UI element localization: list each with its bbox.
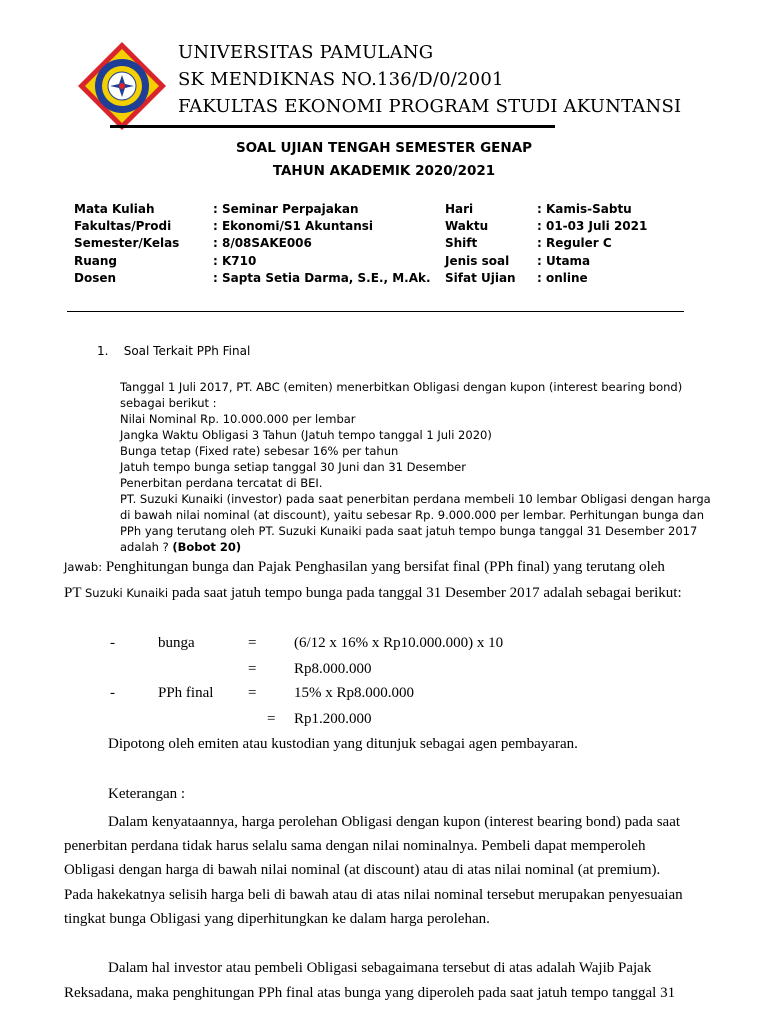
company-name: Suzuki Kunaiki — [84, 586, 169, 600]
info-label: Shift — [445, 236, 478, 250]
info-value: : Sapta Setia Darma, S.E., M.Ak. — [213, 271, 431, 285]
paragraph-line: Dalam kenyataannya, harga perolehan Obligasi dengan kupon (interest bearing bond) pada saat — [108, 814, 681, 830]
info-label: Fakultas/Prodi — [74, 219, 172, 233]
question-line: di bawah nilai nominal (at discount), yaitu sebesar Rp. 9.000.000 per lembar. Perhitungan bunga dan — [120, 508, 705, 522]
withholding-note: Dipotong oleh emiten atau kustodian yang ditunjuk sebagai agen pembayaran. — [108, 736, 578, 752]
question-line: Jatuh tempo bunga setiap tanggal 30 Juni dan 31 Desember — [120, 460, 466, 474]
info-label: Hari — [445, 202, 474, 216]
question-line: sebagai berikut : — [120, 396, 217, 410]
info-label: Mata Kuliah — [74, 202, 155, 216]
question-line — [120, 539, 241, 555]
info-label: Jenis soal — [445, 254, 510, 268]
calc-dash: - — [110, 635, 115, 651]
question-line: Bunga tetap (Fixed rate) sebesar 16% per tahun — [120, 444, 399, 458]
question-line: Nilai Nominal Rp. 10.000.000 per lembar — [120, 412, 356, 426]
decree-number: SK MENDIKNAS NO.136/D/0/2001 — [178, 69, 504, 90]
answer-intro-suffix: pada saat jatuh tempo bunga pada tanggal 31 Desember 2017 adalah sebagai berikut: — [168, 585, 682, 601]
info-value: : Kamis-Sabtu — [537, 202, 632, 216]
info-value: : Seminar Perpajakan — [213, 202, 359, 216]
question-title: Soal Terkait PPh Final — [123, 344, 251, 358]
info-label: Ruang — [74, 254, 118, 268]
calc-expression: (6/12 x 16% x Rp10.000.000) x 10 — [294, 635, 504, 651]
question-weight: (Bobot 20) — [172, 540, 242, 554]
calc-dash: - — [110, 685, 115, 701]
info-value: : 8/08SAKE006 — [213, 236, 312, 250]
question-line: Tanggal 1 Juli 2017, PT. ABC (emiten) menerbitkan Obligasi dengan kupon (interest bearing bond) — [120, 380, 683, 394]
paragraph-line: Dalam hal investor atau pembeli Obligasi sebagaimana tersebut di atas adalah Wajib Pajak — [108, 960, 652, 976]
paragraph-line: Reksadana, maka penghitungan PPh final atas bunga yang diperoleh pada saat jatuh tempo tanggal 31 — [64, 985, 676, 1001]
info-label: Semester/Kelas — [74, 236, 180, 250]
answer-intro-text: Penghitungan bunga dan Pajak Penghasilan yang bersifat final (PPh final) yang terutang oleh — [105, 559, 665, 575]
faculty-name: FAKULTAS EKONOMI PROGRAM STUDI AKUNTANSI — [178, 96, 682, 117]
info-value: : online — [537, 271, 588, 285]
paragraph-line: penerbitan perdana tidak harus selalu sama dengan nilai nominalnya. Pembeli dapat memperoleh — [64, 838, 646, 854]
calc-expression: 15% x Rp8.000.000 — [294, 685, 414, 701]
paragraph-line: Pada hakekatnya selisih harga beli di bawah atau di atas nilai nominal tersebut merupakan penyesuaian — [64, 887, 683, 903]
question-line: PT. Suzuki Kunaiki (investor) pada saat penerbitan perdana membeli 10 lembar Obligasi dengan harga — [120, 492, 711, 506]
question-line: PPh yang terutang oleh PT. Suzuki Kunaiki pada saat jatuh tempo bunga tanggal 31 Desember 2017 — [120, 524, 698, 538]
question-line: Jangka Waktu Obligasi 3 Tahun (Jatuh tempo tanggal 1 Juli 2020) — [120, 428, 492, 442]
info-value: : K710 — [213, 254, 257, 268]
calc-equals: = — [248, 635, 257, 651]
info-divider — [67, 311, 684, 312]
paragraph-line: Obligasi dengan harga di bawah nilai nominal (at discount) atau di atas nilai nominal (at premium). — [64, 862, 661, 878]
answer-intro-line1 — [64, 559, 665, 576]
question-number: 1. — [97, 344, 109, 358]
info-value: : Ekonomi/S1 Akuntansi — [213, 219, 374, 233]
answer-intro-prefix: PT — [64, 585, 85, 601]
university-name: UNIVERSITAS PAMULANG — [178, 42, 434, 63]
calc-expression: Rp8.000.000 — [294, 661, 372, 677]
calc-equals: = — [267, 711, 276, 727]
question-last-line: adalah ? — [120, 540, 169, 554]
info-value: : Reguler C — [537, 236, 612, 250]
question-line: Penerbitan perdana tercatat di BEI. — [120, 476, 323, 490]
question-heading — [97, 344, 250, 358]
calc-term: bunga — [158, 635, 195, 651]
calc-equals: = — [248, 661, 257, 677]
calc-equals: = — [248, 685, 257, 701]
answer-intro-line2 — [64, 585, 682, 602]
info-value: : Utama — [537, 254, 591, 268]
info-value: : 01-03 Juli 2021 — [537, 219, 648, 233]
paragraph-line: tingkat bunga Obligasi yang diperhitungkan ke dalam harga perolehan. — [64, 911, 490, 927]
note-label: Keterangan : — [108, 786, 186, 802]
university-logo — [76, 40, 168, 132]
answer-label: Jawab: — [64, 560, 103, 574]
info-label: Waktu — [445, 219, 489, 233]
calc-term: PPh final — [158, 685, 214, 701]
header-divider — [110, 125, 555, 128]
calc-expression: Rp1.200.000 — [294, 711, 372, 727]
exam-title: SOAL UJIAN TENGAH SEMESTER GENAP — [235, 140, 533, 156]
info-label: Dosen — [74, 271, 117, 285]
academic-year: TAHUN AKADEMIK 2020/2021 — [272, 163, 496, 179]
info-label: Sifat Ujian — [445, 271, 516, 285]
